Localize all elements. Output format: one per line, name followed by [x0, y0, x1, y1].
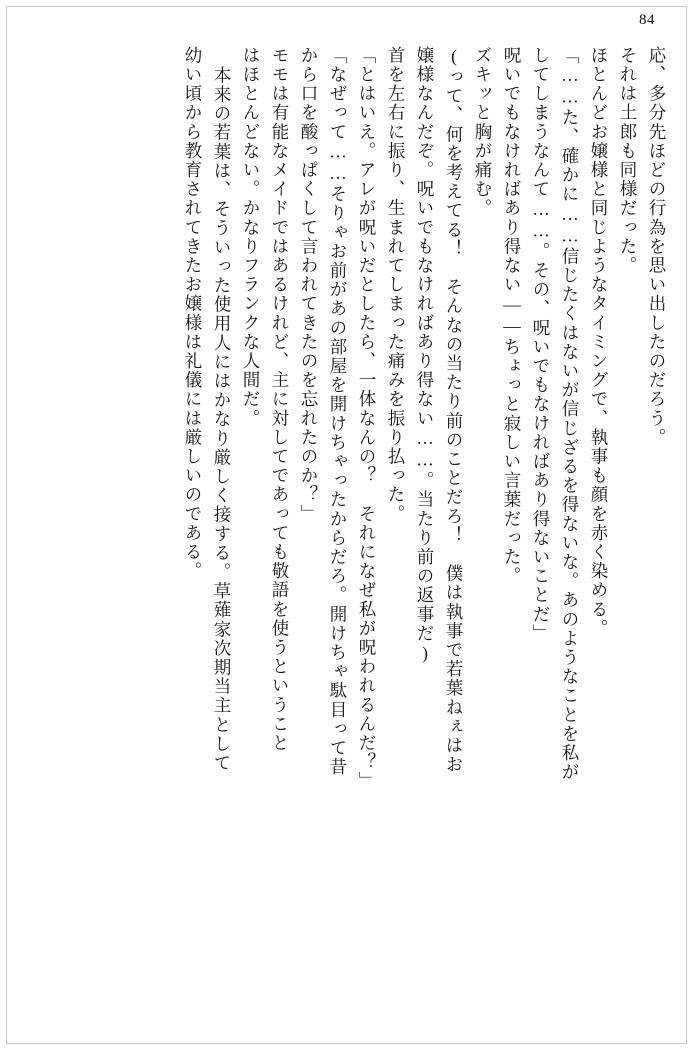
text-column: 首を左右に振り、生まれてしまった痛みを振り払った。: [386, 46, 406, 524]
text-column: ズキッと胸が痛む。: [473, 46, 493, 218]
text-column: 幼い頃から教育されてきたお嬢様は礼儀には厳しいのである。: [183, 46, 203, 581]
text-column: 「なぜって……そりゃお前があの部屋を開けちゃったからだろ。開けちゃ駄目って昔: [328, 46, 348, 777]
page-number: 84: [639, 12, 655, 28]
text-column: 本来の若葉は、そういった使用人にはかなり厳しく接する。草薙家次期当主として: [212, 66, 232, 773]
text-column: 「……た、確かに……信じたくはないが信じざるを得ないな。あのようなことを私が: [560, 46, 580, 782]
text-column: から口を酸っぱくして言われてきたのを忘れたのか？」: [299, 46, 319, 524]
text-column: ほとんどお嬢様と同じようなタイミングで、執事も顔を赤く染める。: [589, 46, 609, 639]
text-column: 応、多分先ほどの行為を思い出したのだろう。: [647, 46, 667, 448]
text-column: してしまうなんて……。その、呪いでもなければあり得ないことだ」: [531, 46, 551, 644]
text-column: はほとんどない。かなりフランクな人間だ。: [241, 46, 261, 428]
text-column: 呪いでもなければあり得ない――ちょっと寂しい言葉だった。: [502, 46, 522, 586]
text-column: それは土郎も同様だった。: [618, 46, 638, 276]
text-column: 「とはいえ。アレが呪いだとしたら、一体なんの？ それになぜ私が呪われるんだ？」: [357, 46, 377, 791]
vertical-text-body: [34, 46, 665, 1024]
text-column: (って、何を考えてる！ そんなの当たり前のことだろ！ 僕は執事で若葉ねぇはお: [444, 46, 464, 775]
text-column: 嬢様なんだぞ。呪いでもなければあり得ない……。当たり前の返事だ): [415, 46, 435, 665]
text-column: モモは有能なメイドではあるけれど、主に対してであっても敬語を使うということ: [270, 46, 290, 753]
